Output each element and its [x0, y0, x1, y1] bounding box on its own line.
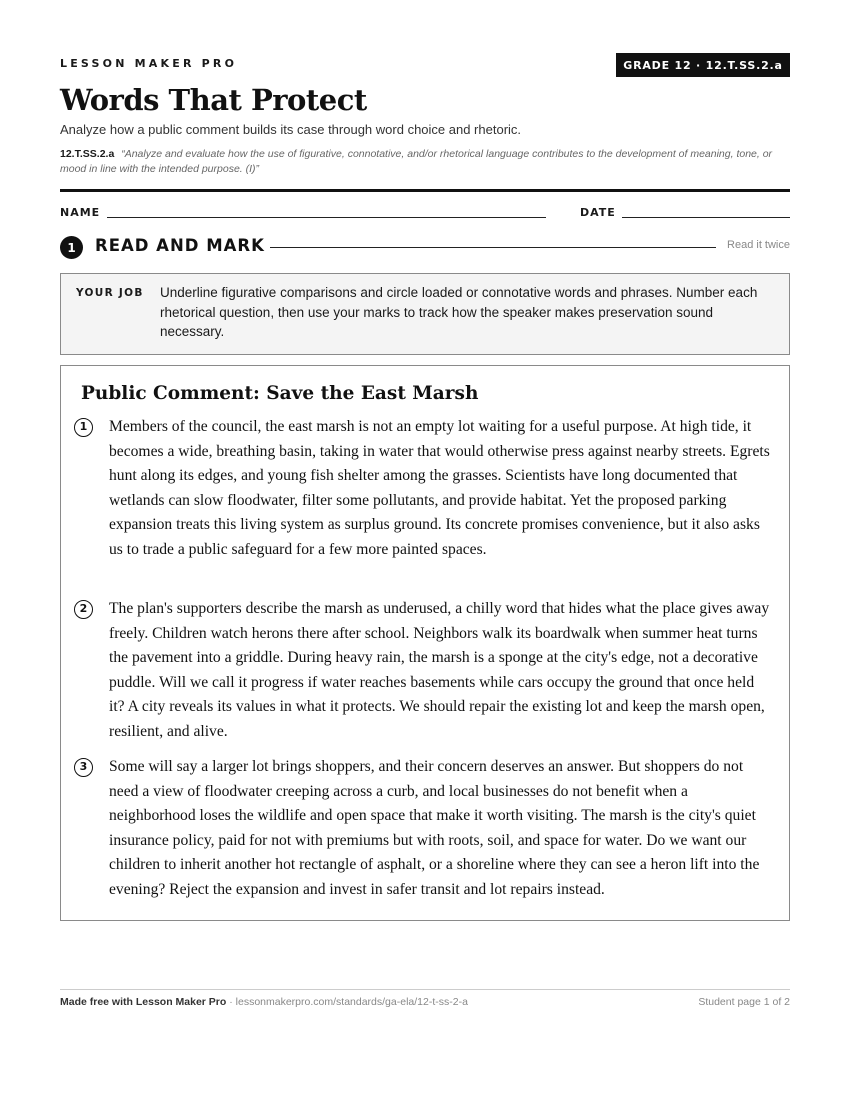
- passage-paragraph: [79, 755, 773, 903]
- paragraph-number: 1: [74, 418, 93, 437]
- header-divider: [60, 189, 790, 192]
- date-label: DATE: [580, 206, 616, 219]
- page-subtitle: Analyze how a public comment builds its case through word choice and rhetoric.: [60, 122, 522, 137]
- footer-credit: [60, 996, 468, 1008]
- instructions-box: [60, 273, 790, 355]
- section-title: READ AND MARK: [95, 236, 265, 255]
- standard-description: [60, 147, 780, 177]
- passage-title: Public Comment: Save the East Marsh: [81, 383, 479, 404]
- reading-passage: [60, 365, 790, 921]
- standard-code: 12.T.SS.2.a: [60, 148, 115, 160]
- page-title: Words That Protect: [60, 83, 367, 117]
- paragraph-text: The plan's supporters describe the marsh as underused, a chilly word that hides what the place gives away freely. Children watch herons there after school. Neighbors walk its boardwalk when summer heat turns the pavement into a griddle. During heavy rain, the marsh is a sponge at the city's edge, not a decorative puddle. Will we call it progress if water reaches basements while cars occupy the ground that once held it? A city reveals its values in what it protects. We should repair the existing lot and keep the marsh open, resilient, and alive.: [109, 600, 770, 740]
- footer-made-with: Made free with Lesson Maker Pro: [60, 996, 227, 1008]
- passage-paragraph: [79, 415, 773, 563]
- page-number: Student page 1 of 2: [698, 996, 790, 1008]
- section-header: [60, 235, 790, 259]
- instructions-label: YOUR JOB: [76, 287, 144, 299]
- footer-separator: ·: [226, 996, 236, 1008]
- standard-text: “Analyze and evaluate how the use of figurative, connotative, and/or rhetorical language contributes to the development of meaning, tone, or mood in line with the intended purpose. (I)”: [60, 148, 773, 175]
- step-number-badge: 1: [60, 236, 83, 259]
- passage-paragraph: [79, 597, 773, 745]
- section-note: Read it twice: [727, 239, 790, 251]
- name-label: NAME: [60, 206, 101, 219]
- brand-name: LESSON MAKER PRO: [60, 57, 238, 70]
- date-field[interactable]: [622, 217, 790, 218]
- paragraph-text: Members of the council, the east marsh is not an empty lot waiting for a useful purpose. At high tide, it becomes a wide, breathing basin, taking in water that would otherwise press against nearby streets. Egrets hunt along its edges, and young fish shelter among the grasses. Scientists have long documented that wetlands can slow floodwater, filter some pollutants, and provide habitat. Yet the proposed parking expansion treats this living system as surplus ground. Its concrete promises convenience, but it also asks us to trade a public safeguard for a few more painted spaces.: [109, 418, 770, 558]
- paragraph-number: 3: [74, 758, 93, 777]
- instructions-text: Underline figurative comparisons and circle loaded or connotative words and phrases. Number each rhetorical question, then use your marks to track how the speaker makes preservation sound necessary.: [160, 285, 758, 339]
- name-field[interactable]: [107, 217, 546, 218]
- paragraph-text: Some will say a larger lot brings shoppers, and their concern deserves an answer. But shoppers do not need a view of floodwater creeping across a curb, and local businesses do not benefit when a neighborhood loses the wildlife and open space that make it worth visiting. The marsh is the city's quiet insurance policy, paid for not with premiums but with roots, soil, and space for water. Do we want our children to inherit another hot rectangle of asphalt, or a shoreline where they can see a heron lift into the evening? Reject the expansion and invest in safer transit and lot repairs instead.: [109, 758, 760, 898]
- section-divider: [270, 247, 716, 248]
- footer-divider: [60, 989, 790, 990]
- grade-badge: GRADE 12 · 12.T.SS.2.a: [616, 53, 790, 77]
- footer-url[interactable]: lessonmakerpro.com/standards/ga-ela/12-t-ss-2-a: [235, 996, 468, 1008]
- paragraph-number: 2: [74, 600, 93, 619]
